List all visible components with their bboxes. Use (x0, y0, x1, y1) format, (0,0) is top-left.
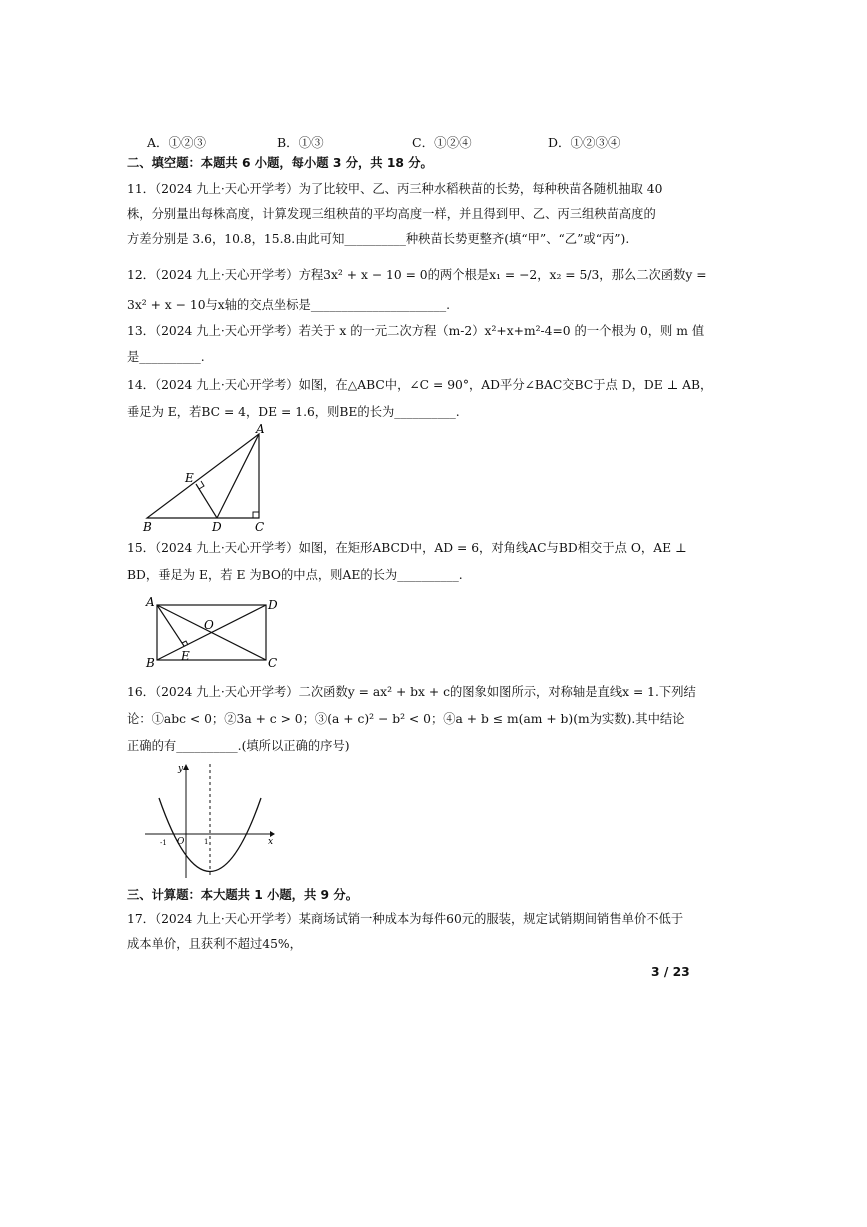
question-12-line-2: 3x² + x − 10与x轴的交点坐标是______________________. (127, 298, 450, 312)
option-c: C．①②④ (412, 135, 472, 150)
right-angle-e (199, 481, 204, 489)
rectangle-figure (140, 594, 285, 672)
option-d: D．①②③④ (548, 135, 621, 150)
label-neg-1: -1 (160, 839, 167, 847)
y-axis-arrow (183, 764, 189, 770)
question-17-line-2: 成本单价，且获利不超过45%， (127, 937, 302, 951)
section-heading-fill-in: 二、填空题：本题共 6 小题，每小题 3 分，共 18 分。 (127, 156, 433, 170)
question-13-line-1: 13．（2024 九上·天心开学考）若关于 x 的一元二次方程（m-2）x²+x+m²-4=0 的一个根为 0，则 m 值 (127, 324, 705, 338)
question-15-line-1: 15．（2024 九上·天心开学考）如图，在矩形ABCD中，AD = 6，对角线AC与BD相交于点 O，AE ⊥ (127, 541, 687, 555)
question-11-line-2: 株，分别量出每株高度，计算发现三组秧苗的平均高度一样，并且得到甲、乙、丙三组秧苗高度的 (127, 207, 656, 221)
label-e: E (185, 471, 194, 485)
label-c: C (268, 656, 278, 670)
label-y: y (178, 764, 184, 774)
label-d: D (268, 598, 278, 612)
triangle-abc (147, 434, 259, 518)
label-e: E (181, 649, 190, 663)
question-11-line-3: 方差分别是 3.6，10.8，15.8.由此可知__________种秧苗长势更整齐(填“甲”、“乙”或“丙”). (127, 232, 630, 246)
label-c: C (255, 520, 265, 534)
right-angle-c (253, 512, 259, 518)
question-11-line-1: 11．（2024 九上·天心开学考）为了比较甲、乙、丙三种水稻秧苗的长势，每种秧苗各随机抽取 40 (127, 182, 663, 196)
label-o: O (204, 618, 214, 632)
label-a: A (256, 424, 265, 436)
option-b: B．①③ (277, 135, 324, 150)
label-x: x (268, 837, 274, 847)
parabola-figure (140, 760, 280, 880)
question-14-line-1: 14．（2024 九上·天心开学考）如图，在△ABC中，∠C = 90°，AD平分∠BAC交BC于点 D，DE ⊥ AB， (127, 378, 713, 392)
label-d: D (212, 520, 222, 534)
triangle-figure (135, 424, 275, 534)
question-17-line-1: 17．（2024 九上·天心开学考）某商场试销一种成本为每件60元的服装，规定试销期间销售单价不低于 (127, 912, 684, 926)
label-origin: O (177, 837, 185, 847)
page-number: 3 / 23 (651, 965, 690, 979)
label-b: B (146, 656, 155, 670)
question-16-line-2: 论：①abc < 0；②3a + c > 0；③(a + c)² − b² < 0；④a + b ≤ m(am + b)(m为实数).其中结论 (127, 712, 685, 726)
segment-ad (217, 434, 259, 518)
question-15-line-2: BD，垂足为 E，若 E 为BO的中点，则AE的长为__________. (127, 568, 463, 582)
option-a: A．①②③ (147, 135, 207, 150)
section-heading-calculation: 三、计算题：本大题共 1 小题，共 9 分。 (127, 888, 358, 902)
label-b: B (143, 520, 152, 534)
question-16-line-1: 16．（2024 九上·天心开学考）二次函数y = ax² + bx + c的图象如图所示，对称轴是直线x = 1.下列结 (127, 685, 696, 699)
question-14-line-2: 垂足为 E，若BC = 4，DE = 1.6，则BE的长为__________. (127, 405, 460, 419)
question-12-line-1: 12．（2024 九上·天心开学考）方程3x² + x − 10 = 0的两个根是x₁ = −2，x₂ = 5/3，那么二次函数y = (127, 268, 707, 282)
question-16-line-3: 正确的有__________.(填所以正确的序号) (127, 739, 350, 753)
question-13-line-2: 是__________. (127, 350, 205, 364)
label-a: A (146, 595, 155, 609)
label-1: 1 (204, 838, 209, 846)
